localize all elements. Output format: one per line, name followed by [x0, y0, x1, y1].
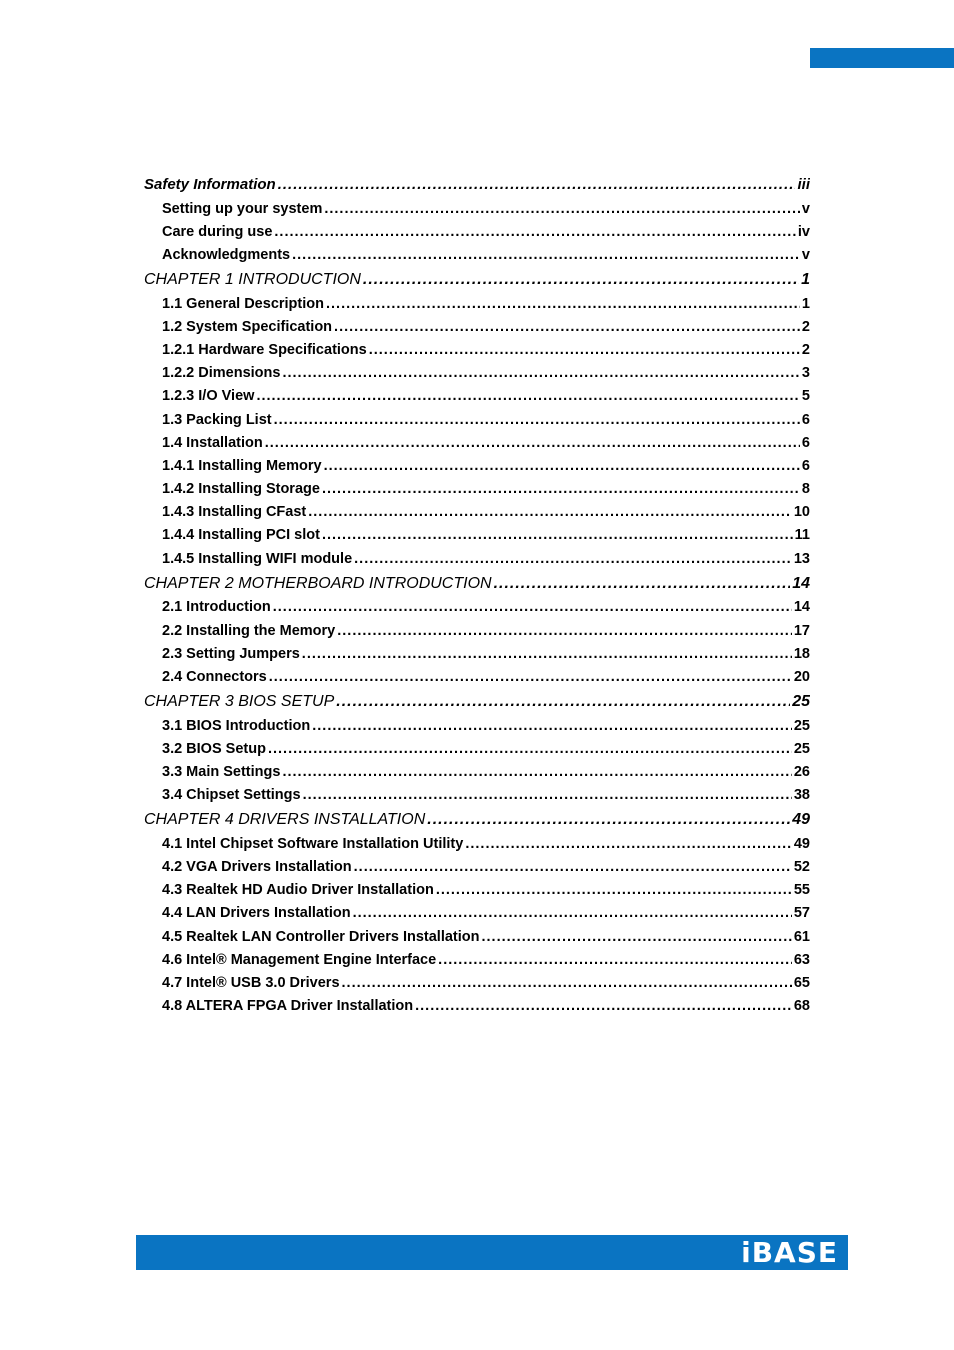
toc-entry-page: 6: [801, 411, 810, 428]
toc-leader-dots: [282, 764, 791, 780]
toc-leader-dots: [322, 527, 793, 543]
toc-entry-title: 2.4 Connectors: [162, 668, 267, 685]
toc-entry-title: 1.4.5 Installing WIFI module: [162, 550, 353, 567]
toc-entry-page: 10: [793, 504, 810, 521]
toc-entry-page: 61: [793, 928, 810, 945]
toc-entry[interactable]: [144, 810, 810, 836]
toc-entry[interactable]: [144, 270, 810, 296]
toc-entry[interactable]: [144, 435, 810, 458]
toc-entry-title: Safety Information: [144, 176, 276, 193]
toc-entry-page: 6: [801, 457, 810, 474]
toc-leader-dots: [308, 504, 792, 520]
toc-entry-title: CHAPTER 4 DRIVERS INSTALLATION: [144, 811, 426, 829]
toc-entry-page: 1: [801, 271, 810, 289]
toc-entry-title: 1.1 General Description: [162, 295, 324, 312]
toc-entry[interactable]: [144, 905, 810, 928]
toc-entry[interactable]: [144, 929, 810, 952]
toc-entry[interactable]: [144, 342, 810, 365]
toc-entry-page: 65: [793, 974, 810, 991]
toc-leader-dots: [337, 623, 792, 639]
toc-entry-page: 25: [793, 740, 810, 757]
toc-entry[interactable]: [144, 458, 810, 481]
toc-leader-dots: [353, 905, 792, 921]
toc-entry[interactable]: [144, 201, 810, 224]
toc-leader-dots: [326, 296, 800, 312]
toc-entry-page: 25: [793, 717, 810, 734]
toc-entry-page: 5: [801, 388, 810, 405]
toc-entry-title: 3.2 BIOS Setup: [162, 740, 266, 757]
toc-leader-dots: [369, 342, 800, 358]
toc-entry-title: 1.2.1 Hardware Specifications: [162, 341, 367, 358]
toc-leader-dots: [354, 551, 792, 567]
toc-leader-dots: [465, 836, 792, 852]
toc-entry-title: 4.7 Intel® USB 3.0 Drivers: [162, 974, 340, 991]
toc-leader-dots: [363, 271, 799, 289]
toc-entry[interactable]: [144, 481, 810, 504]
toc-entry-title: 4.8 ALTERA FPGA Driver Installation: [162, 998, 414, 1015]
toc-entry-page: 63: [793, 951, 810, 968]
toc-entry-title: 2.3 Setting Jumpers: [162, 645, 300, 662]
toc-entry-title: 3.4 Chipset Settings: [162, 787, 301, 804]
toc-entry[interactable]: [144, 836, 810, 859]
toc-leader-dots: [438, 952, 792, 968]
toc-entry-title: 2.2 Installing the Memory: [162, 622, 336, 639]
toc-entry-page: 8: [801, 481, 810, 498]
toc-entry[interactable]: [144, 952, 810, 975]
toc-entry[interactable]: [144, 527, 810, 550]
toc-entry-page: 13: [793, 550, 810, 567]
toc-entry[interactable]: [144, 975, 810, 998]
toc-entry-page: 11: [794, 527, 810, 544]
toc-leader-dots: [427, 811, 790, 829]
toc-entry-page: 2: [801, 318, 810, 335]
toc-entry[interactable]: [144, 504, 810, 527]
toc-entry-page: iv: [797, 223, 810, 240]
toc-leader-dots: [268, 741, 792, 757]
toc-entry-page: 26: [793, 763, 810, 780]
toc-entry[interactable]: [144, 882, 810, 905]
toc-entry-page: 6: [801, 434, 810, 451]
toc-entry-page: 57: [793, 905, 810, 922]
toc-entry-title: 1.3 Packing List: [162, 411, 272, 428]
toc-leader-dots: [302, 646, 792, 662]
toc-leader-dots: [494, 575, 791, 593]
toc-entry[interactable]: [144, 669, 810, 692]
toc-entry[interactable]: [144, 599, 810, 622]
toc-entry-title: 4.1 Intel Chipset Software Installation Utility: [162, 835, 464, 852]
toc-leader-dots: [269, 669, 792, 685]
toc-entry-title: 1.4.3 Installing CFast: [162, 504, 307, 521]
toc-entry[interactable]: [144, 175, 810, 201]
toc-entry-page: 18: [793, 645, 810, 662]
toc-entry-title: CHAPTER 1 INTRODUCTION: [144, 271, 361, 289]
toc-entry[interactable]: [144, 764, 810, 787]
toc-entry[interactable]: [144, 646, 810, 669]
toc-entry-title: Acknowledgments: [162, 246, 291, 263]
toc-entry-page: 17: [793, 622, 810, 639]
toc-entry-title: 4.5 Realtek LAN Controller Drivers Installation: [162, 928, 480, 945]
toc-entry[interactable]: [144, 718, 810, 741]
toc-leader-dots: [415, 998, 792, 1014]
toc-leader-dots: [342, 975, 792, 991]
toc-leader-dots: [324, 458, 800, 474]
header-accent-bar: [810, 48, 954, 68]
toc-entry-page: 1: [801, 295, 810, 312]
toc-leader-dots: [324, 201, 800, 217]
toc-entry-title: CHAPTER 2 MOTHERBOARD INTRODUCTION: [144, 574, 492, 592]
toc-entry-page: 3: [801, 365, 810, 382]
toc-entry[interactable]: [144, 224, 810, 247]
toc-leader-dots: [256, 388, 799, 404]
toc-entry[interactable]: [144, 692, 810, 718]
toc-entry-title: 1.4.4 Installing PCI slot: [162, 527, 320, 544]
toc-entry-title: 3.3 Main Settings: [162, 763, 281, 780]
toc-entry[interactable]: [144, 787, 810, 810]
toc-entry-title: 4.2 VGA Drivers Installation: [162, 859, 352, 875]
toc-entry[interactable]: [144, 247, 810, 270]
toc-entry-title: Setting up your system: [162, 200, 323, 217]
toc-entry-page: 49: [792, 811, 810, 829]
toc-leader-dots: [436, 882, 792, 898]
toc-entry-title: 1.4.2 Installing Storage: [162, 481, 320, 498]
toc-entry[interactable]: [144, 998, 810, 1021]
toc-leader-dots: [282, 365, 799, 381]
toc-entry-title: 1.4.1 Installing Memory: [162, 457, 322, 474]
toc-leader-dots: [312, 718, 792, 734]
footer-bar: [136, 1235, 848, 1270]
toc-entry[interactable]: [144, 388, 810, 411]
toc-leader-dots: [481, 929, 791, 945]
toc-leader-dots: [336, 693, 790, 711]
toc-entry[interactable]: [144, 623, 810, 646]
toc-leader-dots: [322, 481, 800, 497]
toc-entry[interactable]: [144, 365, 810, 388]
toc-entry-page: 38: [793, 787, 810, 804]
toc-entry-page: 14: [793, 599, 810, 616]
table-of-contents: [144, 175, 810, 1021]
toc-entry-title: 1.4 Installation: [162, 434, 263, 451]
ibase-logo: iBASE: [741, 1236, 838, 1269]
toc-entry-page: 52: [793, 859, 810, 875]
toc-entry-title: 4.6 Intel® Management Engine Interface: [162, 951, 437, 968]
toc-entry-page: 14: [792, 574, 810, 592]
toc-entry-page: iii: [797, 176, 810, 193]
toc-entry[interactable]: [144, 296, 810, 319]
toc-leader-dots: [265, 435, 800, 451]
toc-entry-page: 2: [801, 341, 810, 358]
toc-entry[interactable]: [144, 859, 810, 882]
toc-leader-dots: [274, 224, 796, 240]
toc-entry-title: 4.3 Realtek HD Audio Driver Installation: [162, 882, 434, 899]
toc-entry-title: 3.1 BIOS Introduction: [162, 717, 311, 734]
toc-entry[interactable]: [144, 412, 810, 435]
toc-entry-title: 1.2.2 Dimensions: [162, 365, 281, 382]
toc-entry-page: 68: [793, 998, 810, 1015]
toc-leader-dots: [334, 319, 800, 335]
toc-entry-title: 1.2 System Specification: [162, 318, 333, 335]
toc-entry[interactable]: [144, 741, 810, 764]
toc-entry-page: 49: [793, 835, 810, 852]
toc-entry-page: 55: [793, 882, 810, 899]
toc-entry-page: v: [801, 200, 810, 217]
toc-entry-title: 4.4 LAN Drivers Installation: [162, 905, 351, 922]
toc-entry-title: 2.1 Introduction: [162, 599, 271, 616]
toc-entry-title: CHAPTER 3 BIOS SETUP: [144, 693, 335, 711]
toc-entry-page: v: [801, 246, 810, 263]
toc-entry[interactable]: [144, 574, 810, 600]
toc-leader-dots: [292, 247, 800, 263]
toc-leader-dots: [354, 859, 792, 875]
toc-leader-dots: [274, 412, 800, 428]
toc-entry-title: Care during use: [162, 223, 273, 240]
toc-leader-dots: [303, 787, 792, 803]
toc-entry[interactable]: [144, 551, 810, 574]
toc-entry-title: 1.2.3 I/O View: [162, 388, 255, 405]
toc-entry-page: 20: [793, 668, 810, 685]
toc-leader-dots: [273, 599, 792, 615]
toc-entry[interactable]: [144, 319, 810, 342]
toc-leader-dots: [278, 176, 796, 193]
toc-entry-page: 25: [792, 693, 810, 711]
